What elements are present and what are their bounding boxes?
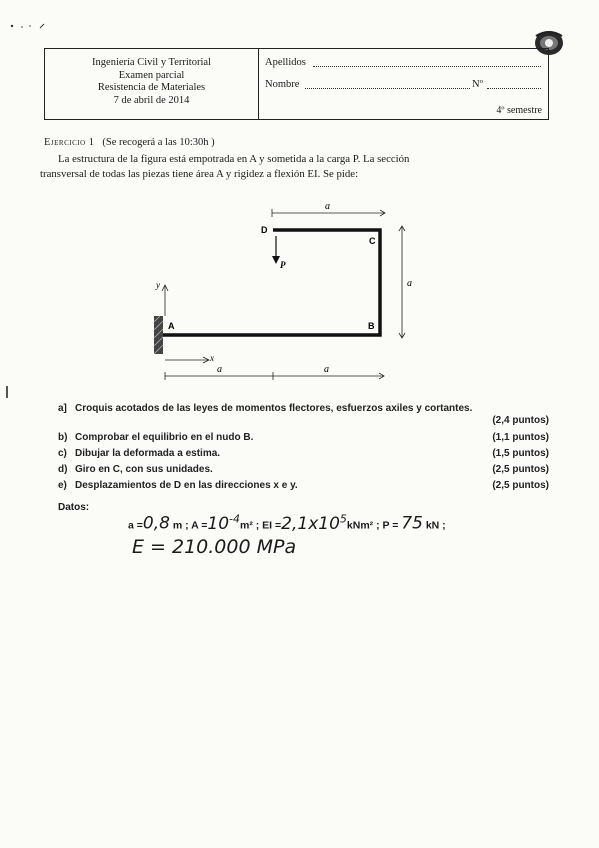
exercise-title <box>44 137 215 148</box>
scan-mark <box>10 22 50 30</box>
exercise-statement <box>40 152 550 182</box>
area-value <box>207 514 240 534</box>
question-c-text: Dibujar la deformada a estima. <box>75 448 221 459</box>
a-unit: m ; <box>172 519 189 532</box>
point-A-label: A <box>168 321 175 331</box>
numero-field[interactable] <box>487 88 541 89</box>
exercise-note: (Se recogerá a las 10:30h ) <box>102 137 215 148</box>
subject-name: Resistencia de Materiales <box>97 82 206 93</box>
question-e-points: (2,5 puntos) <box>492 480 549 491</box>
exam-type: Examen parcial <box>118 69 185 81</box>
question-b-points: (1,1 puntos) <box>492 432 549 443</box>
p-unit: kN ; <box>425 519 446 532</box>
area-base: 10 <box>207 513 230 534</box>
apellidos-row <box>265 57 545 79</box>
question-e <box>58 480 298 491</box>
right-dim-label: a <box>407 278 412 289</box>
structure-figure <box>140 198 420 388</box>
question-d-letter: d) <box>58 464 68 475</box>
exercise-number: Ejercicio 1 <box>44 137 95 148</box>
top-dim-label: a <box>325 201 330 212</box>
question-e-letter: e) <box>58 480 67 491</box>
handwritten-e-value: E = 210.000 MPa <box>132 536 297 558</box>
ei-value <box>281 514 347 534</box>
load-arrow-head <box>272 256 280 264</box>
area-exp: -4 <box>229 512 240 525</box>
ei-unit: kNm² ; <box>346 519 380 532</box>
bottom-dim-label-1: a <box>217 364 222 375</box>
exam-date: 7 de abril de 2014 <box>113 94 190 106</box>
apellidos-field[interactable] <box>313 66 541 67</box>
datos-label: Datos: <box>58 502 90 513</box>
student-info-box <box>44 48 549 120</box>
question-a <box>58 403 472 414</box>
point-D-label: D <box>261 225 268 235</box>
question-a-letter: a] <box>58 403 67 414</box>
frame-members <box>162 230 380 335</box>
nombre-field[interactable] <box>305 88 470 89</box>
nombre-row <box>265 79 545 101</box>
fixed-support <box>154 316 163 354</box>
question-e-text: Desplazamientos de D en las direcciones x e y. <box>75 480 298 491</box>
question-d-points: (2,5 puntos) <box>492 464 549 475</box>
area-label: A = <box>191 519 208 532</box>
bottom-dim-label-2: a <box>324 364 329 375</box>
a-value: 0,8 <box>142 513 170 534</box>
ei-label: EI = <box>262 519 282 532</box>
question-c-letter: c) <box>58 448 67 459</box>
area-unit: m² ; <box>240 519 260 532</box>
point-B-label: B <box>368 321 375 331</box>
question-b-text: Comprobar el equilibrio en el nudo B. <box>75 432 254 443</box>
question-c-points: (1,5 puntos) <box>492 448 549 459</box>
course-info <box>45 57 258 107</box>
question-d-text: Giro en C, con sus unidades. <box>75 464 213 475</box>
header-divider <box>258 49 259 119</box>
margin-mark <box>6 386 8 398</box>
ei-exp: 5 <box>339 512 347 525</box>
student-fields <box>265 57 545 101</box>
p-value: 75 <box>401 513 423 534</box>
degree-name: Ingeniería Civil y Territorial <box>92 57 211 68</box>
question-a-points: (2,4 puntos) <box>492 415 549 426</box>
question-b-letter: b) <box>58 432 68 443</box>
ei-base: 2,1x10 <box>281 513 340 534</box>
nombre-label: Nombre <box>265 79 300 90</box>
numero-label: Nº <box>472 79 483 90</box>
apellidos-label: Apellidos <box>265 57 306 68</box>
question-d <box>58 464 213 475</box>
point-C-label: C <box>369 236 376 246</box>
question-b <box>58 432 253 443</box>
load-label: P <box>280 260 286 270</box>
a-label: a = <box>128 519 143 532</box>
x-axis-label: x <box>210 353 214 363</box>
statement-line-1: La estructura de la figura está empotrada en A y sometida a la carga P. La sección <box>58 153 410 165</box>
p-label: P = <box>382 519 399 532</box>
y-axis-label: y <box>156 280 160 290</box>
semestre: 4º semestre <box>496 105 542 116</box>
statement-line-2: transversal de todas las piezas tiene área A y rigidez a flexión EI. Se pide: <box>40 168 359 180</box>
question-a-text: Croquis acotados de las leyes de momentos flectores, esfuerzos axiles y cortantes. <box>75 403 473 414</box>
question-c <box>58 448 220 459</box>
data-values <box>128 512 446 534</box>
